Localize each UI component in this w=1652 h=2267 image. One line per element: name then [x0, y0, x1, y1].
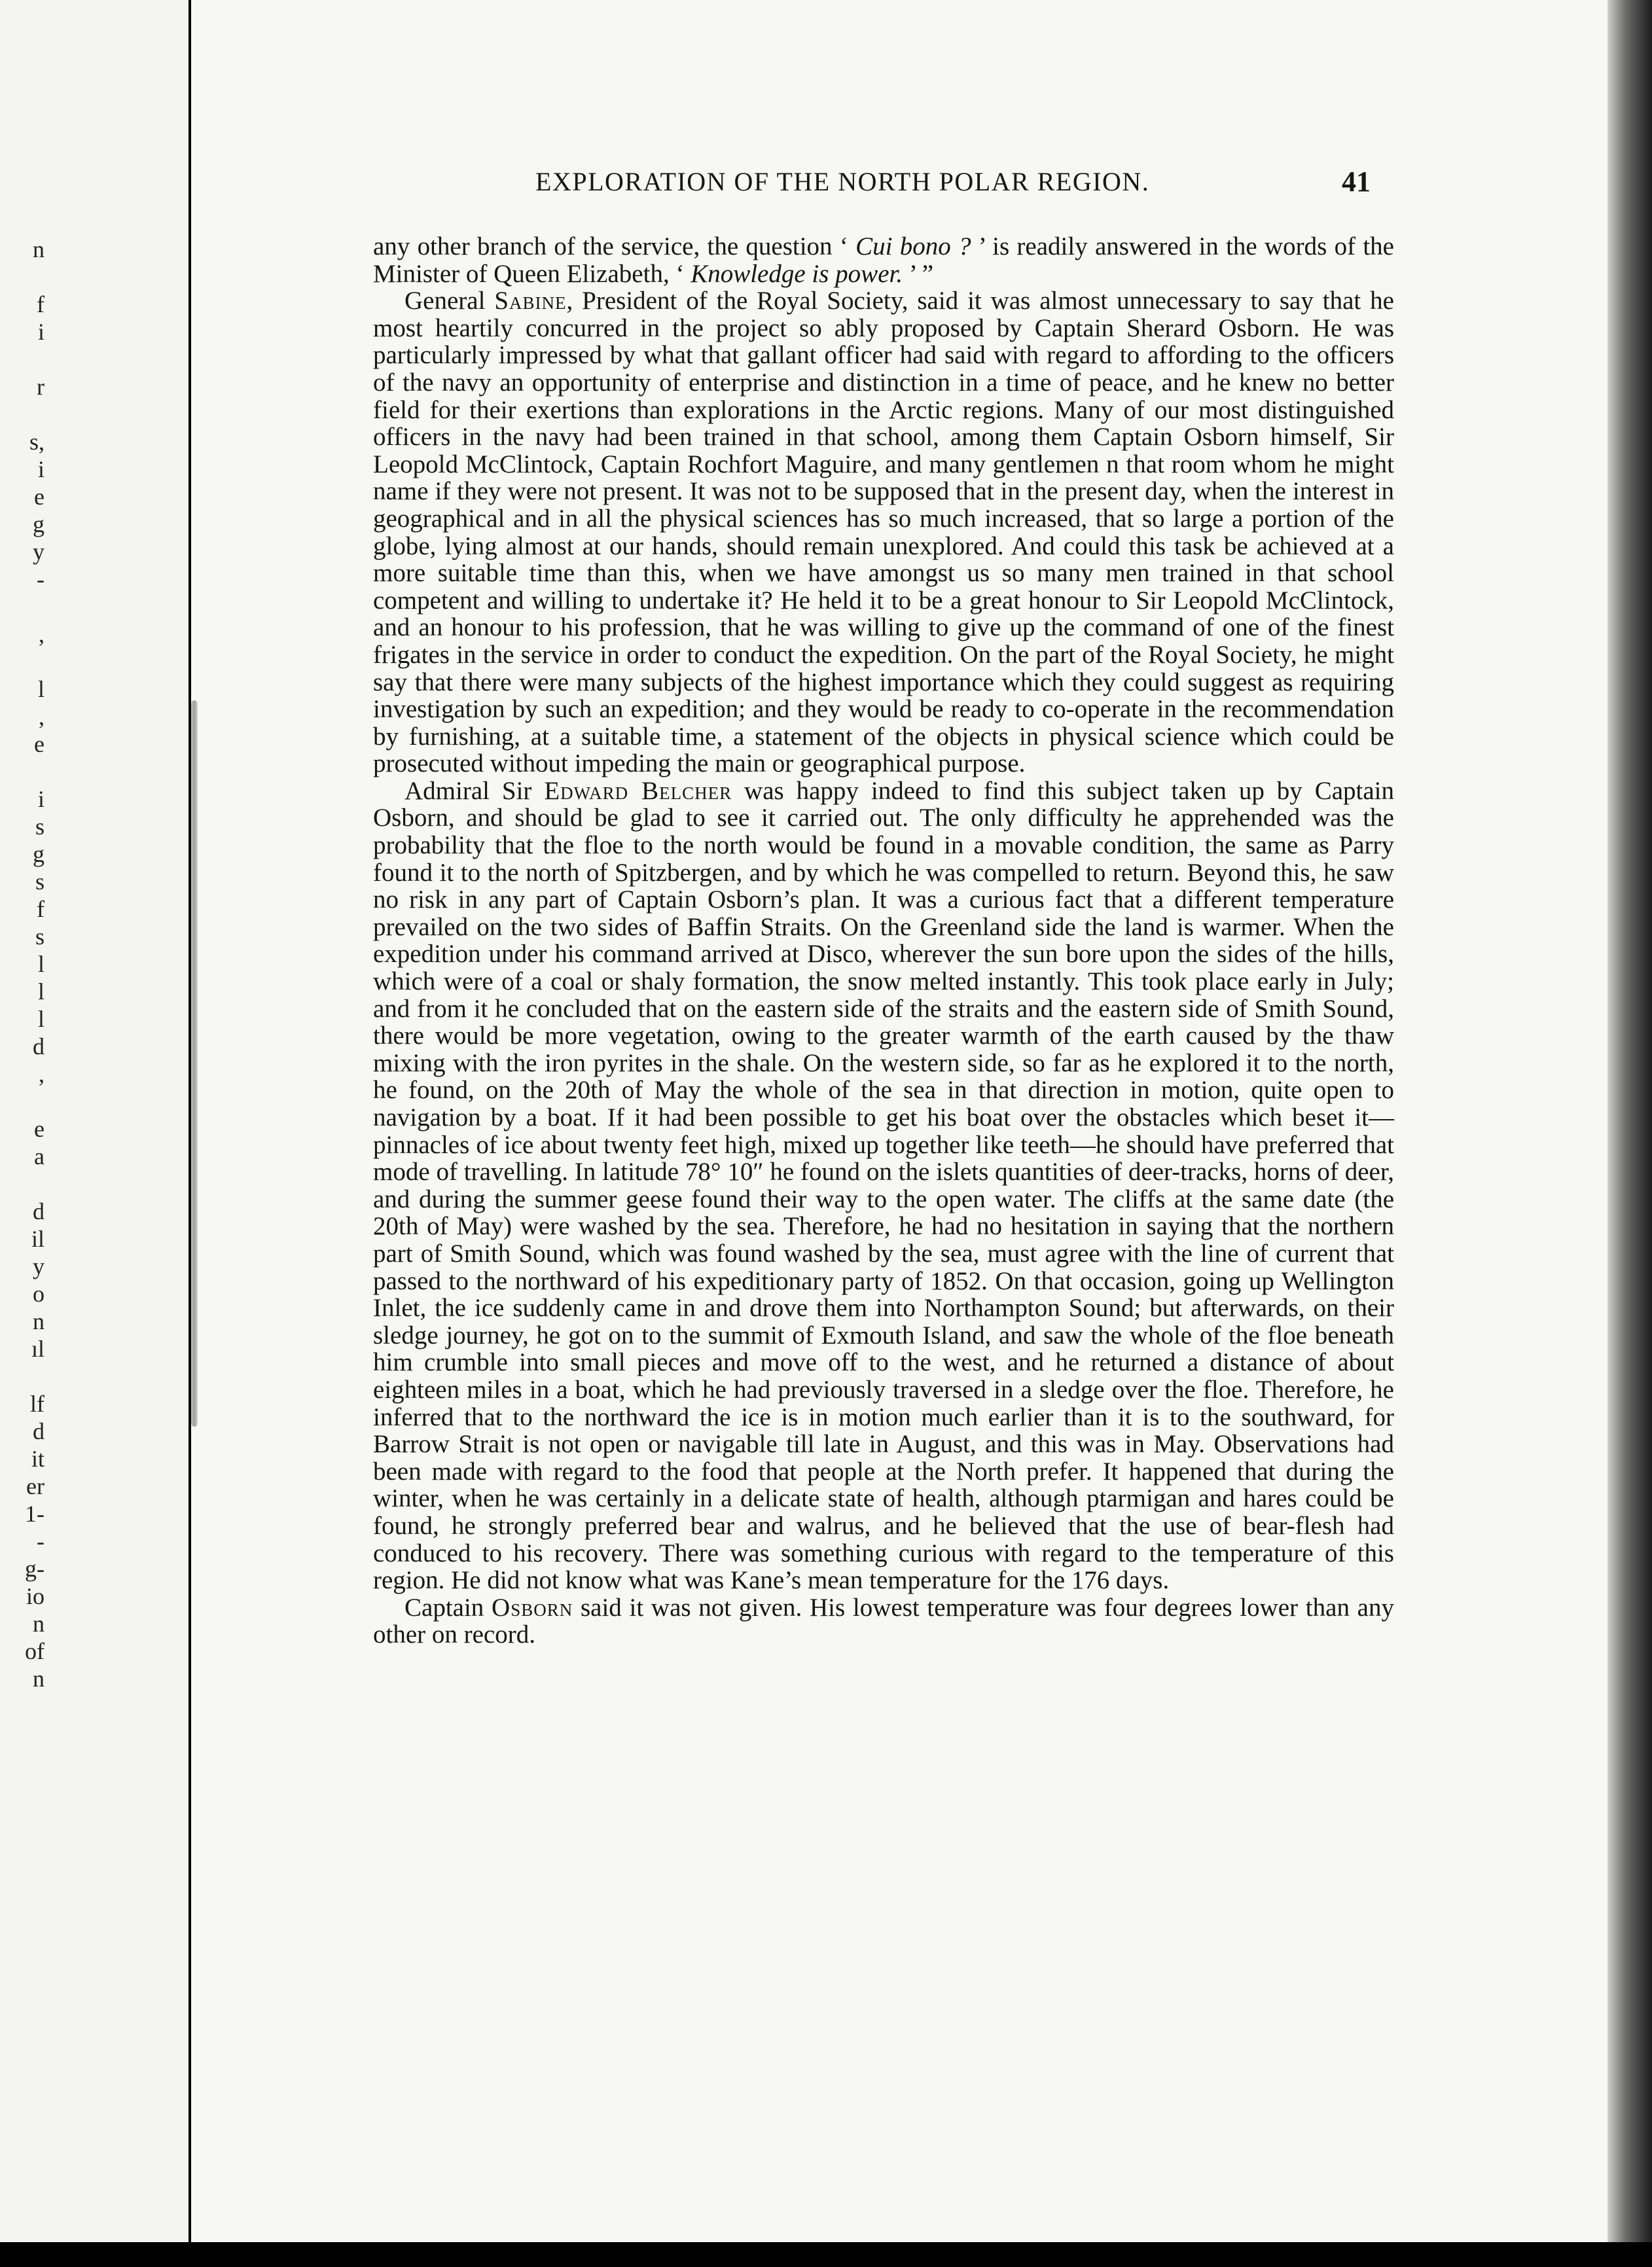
page-number: 41	[1342, 166, 1371, 198]
paragraph-osborn	[373, 1594, 1394, 1649]
margin-fragment: n	[33, 1611, 45, 1637]
margin-fragment: il	[31, 1226, 45, 1252]
speaker-name: Edward Belcher	[544, 776, 732, 805]
margin-fragment: i	[37, 456, 45, 482]
margin-fragment	[5, 1363, 45, 1390]
page-edge-shadow	[1607, 0, 1652, 2267]
paragraph-text: ’ ”	[903, 259, 934, 288]
margin-fragment: f	[37, 896, 45, 922]
body-text	[373, 233, 1394, 1649]
margin-fragment: lf	[30, 1391, 45, 1417]
margin-fragment: y	[33, 1253, 45, 1279]
margin-fragment: e	[34, 731, 45, 757]
margin-fragment: n	[33, 1308, 45, 1334]
margin-fragment	[5, 758, 45, 785]
margin-fragment: s	[35, 868, 45, 895]
margin-fragment: l	[37, 951, 45, 977]
margin-fragment: g	[33, 511, 45, 537]
margin-fragment: g	[33, 841, 45, 867]
margin-fragment: er	[26, 1473, 45, 1499]
margin-fragment: s	[35, 813, 45, 840]
margin-fragment: o	[33, 1281, 45, 1307]
paragraph-belcher	[373, 777, 1394, 1594]
scan-border	[0, 2242, 1652, 2267]
margin-fragment: i	[37, 319, 45, 345]
italic-quote: Knowledge is power.	[691, 259, 903, 288]
paragraph-text: any other branch of the service, the question ‘	[373, 232, 856, 260]
margin-fragment: l	[37, 978, 45, 1005]
margin-fragment: l	[37, 1006, 45, 1032]
margin-fragment: s,	[29, 429, 45, 455]
margin-fragment	[5, 648, 45, 675]
paragraph-text: was happy indeed to find this subject taken up by Captain Osborn, and should be glad to see it carried out. The only difficulty he apprehended was the probability that the floe to the north would be found in a movable condition, the same as Parry found it to the north of Spitzbergen, and by which he was compelled to return. Beyond this, he saw no risk in any part of Captain Osborn’s plan. It was a curious fact that a different temperature prevailed on the two sides of Baffin Straits. On the Greenland side the land is warmer. When the expedition under his command arrived at Disco, wherever the sun bore upon the sides of the hills, which were of a coal or shaly formation, the snow melted instantly. This took place early in July; and from it he concluded that on the eastern side of the straits and the eastern side of Smith Sound, there would be more vegetation, owing to the greater warmth of the earth caused by the thaw mixing with the iron pyrites in the shale. On the western side, so far as he explored it to the north, he found, on the 20th of May the whole of the sea in that direction in motion, quite open to navigation by a boat. If it had been possible to get his boat over the obstacles which beset it—pinnacles of ice about twenty feet high, mixed up together like teeth—he should have preferred that mode of travelling. In latitude 78° 10″ he found on the islets quantities of deer-tracks, horns of deer, and during the summer geese found their way to the open water. The cliffs at the same date (the 20th of May) were washed by the sea. Therefore, he had no hesitation in saying that the northern part of Smith Sound, which was found washed by the sea, must agree with the line of current that passed to the northward of his expeditionary party of 1852. On that occasion, going up Wellington Inlet, the ice suddenly came in and drove them into Northampton Sound; but afterwards, on their sledge journey, he got on to the summit of Exmouth Island, and saw the whole of the floe beneath him crumble into small pieces and move off to the west, and he returned a distance of about eighteen miles in a boat, which he had previously traversed in a sledge over the floe. Therefore, he inferred that to the northward the ice is in motion much earlier than it is to the southward, for Barrow Strait is not open or navigable till late in August, and this was in May. Observations had been made with regard to the food that people at the North prefer. It happened that during the winter, when he was certainly in a delicate state of health, although ptarmigan and hares could be found, he strongly preferred bear and walrus, and he believed that the use of bear-flesh had conduced to his recovery. There was something curious with regard to the temperature of this region. He did not know what was Kane’s mean temperature for the 176 days.	[373, 776, 1394, 1595]
page-gutter-crease	[191, 700, 198, 1427]
margin-fragment: s	[35, 923, 45, 950]
margin-fragment: a	[34, 1143, 45, 1169]
speaker-title: Captain	[404, 1593, 492, 1622]
margin-fragment: i	[37, 786, 45, 812]
paragraph-text: , President of the Royal Society, said it was almost unnecessary to say that he most heartily concurred in the project so ably proposed by Captain Sherard Osborn. He was particularly impressed by what that gallant officer had said with regard to affording to the officers of the navy an opportunity of enterprise and distinction in a time of peace, and he knew no better field for their exertions than explorations in the Arctic regions. Many of our most distinguished officers in the navy had been trained in that school, among them Captain Osborn himself, Sir Leopold McClintock, Captain Rochfort Maguire, and many gentlemen n that room whom he might name if they were not present. It was not to be supposed that in the present day, when the interest in geographical and in all the physical sciences has so much increased, that so large a portion of the globe, lying almost at our hands, should remain unexplored. And could this task be achieved at a more suitable time than this, when we have amongst us so many men trained in that school competent and willing to undertake it? He held it to be a great honour to Sir Leopold McClintock, and an honour to his profession, that he was willing to give up the command of one of the finest frigates in the service in order to conduct the expedition. On the part of the Royal Society, he might say that there were many subjects of the highest importance which they could suggest as requiring investigation by such an expedition; and they would be ready to co-operate in the recommendation by furnishing, at a suitable time, a statement of the objects in physical science which could be prosecuted without impeding the main or geographical purpose.	[373, 287, 1394, 778]
running-title: EXPLORATION OF THE NORTH POLAR REGION.	[535, 167, 1150, 196]
margin-fragment: r	[37, 374, 45, 400]
margin-fragment: l	[37, 676, 45, 702]
paragraph-sabine	[373, 287, 1394, 777]
margin-fragment: ıl	[31, 1336, 45, 1362]
margin-fragment	[5, 1170, 45, 1198]
margin-fragment	[5, 593, 45, 620]
speaker-title: General	[404, 287, 495, 315]
previous-page-text-fragments	[5, 236, 45, 1692]
margin-fragment	[5, 1088, 45, 1115]
margin-fragment: ,	[39, 1061, 45, 1087]
margin-fragment: y	[33, 539, 45, 565]
margin-fragment	[5, 401, 45, 428]
speaker-name: Osborn	[492, 1593, 573, 1622]
margin-fragment: d	[33, 1033, 45, 1060]
margin-fragment: of	[25, 1638, 45, 1664]
paragraph-continuation	[373, 233, 1394, 287]
margin-fragment: it	[31, 1446, 45, 1472]
speaker-title: Admiral Sir	[404, 776, 545, 805]
margin-fragment: n	[33, 236, 45, 262]
margin-fragment: d	[33, 1418, 45, 1444]
margin-fragment: -	[37, 566, 45, 592]
margin-fragment: g-	[25, 1556, 45, 1582]
margin-fragment: -	[37, 1528, 45, 1554]
margin-fragment: n	[33, 1666, 45, 1692]
margin-fragment: ,	[39, 704, 45, 730]
margin-fragment: e	[34, 1116, 45, 1142]
paragraph-text: said it was not given. His lowest temperature was four degrees lower than any other on record.	[373, 1593, 1394, 1649]
paragraph-text: ’ is readily answered in the words of the Minister of Queen Elizabeth, ‘	[373, 232, 1394, 288]
margin-fragment: io	[26, 1583, 45, 1609]
margin-fragment	[5, 263, 45, 291]
margin-fragment: ,	[39, 621, 45, 647]
margin-fragment: f	[37, 291, 45, 317]
italic-quote: Cui bono ?	[855, 232, 971, 260]
margin-fragment	[5, 346, 45, 373]
margin-fragment: 1-	[25, 1501, 45, 1527]
margin-fragment: e	[34, 484, 45, 510]
margin-fragment: d	[33, 1198, 45, 1224]
speaker-name: Sabine	[494, 287, 567, 315]
